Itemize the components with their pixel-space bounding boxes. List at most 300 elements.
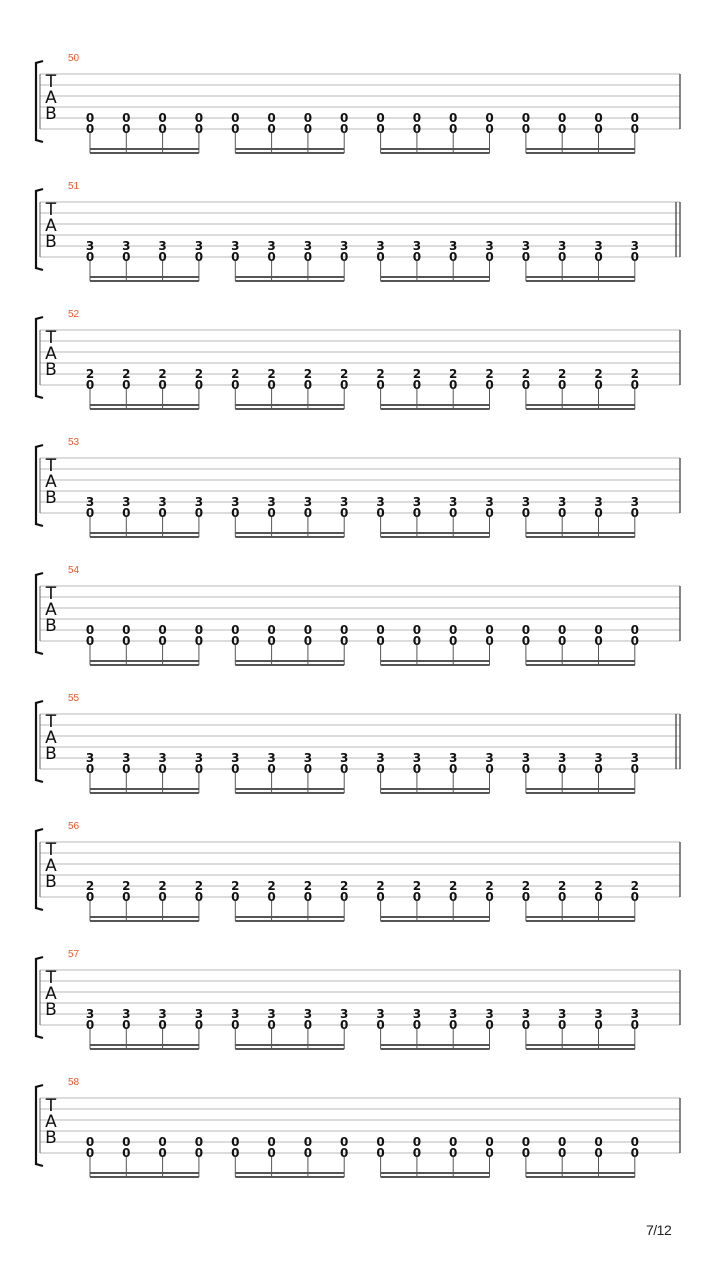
fret-number-upper: 2 xyxy=(630,367,639,381)
fret-number-lower: 0 xyxy=(521,506,531,520)
measure-number: 55 xyxy=(68,693,80,704)
fret-number-upper: 3 xyxy=(194,1007,204,1021)
beam-group xyxy=(86,239,203,282)
beam xyxy=(526,920,635,922)
tab-clef-letter: T xyxy=(45,200,57,220)
fret-number-upper: 0 xyxy=(303,1135,313,1149)
fret-number-upper: 3 xyxy=(376,751,385,765)
fret-number-upper: 3 xyxy=(303,239,313,253)
fret-number-lower: 0 xyxy=(521,378,531,392)
fret-number-upper: 0 xyxy=(558,1135,567,1149)
beam xyxy=(526,1172,635,1174)
beam xyxy=(381,916,490,918)
fret-number-lower: 0 xyxy=(558,890,567,904)
beam-group xyxy=(86,1135,203,1178)
fret-number-lower: 0 xyxy=(521,634,531,648)
fret-number-upper: 0 xyxy=(122,1135,131,1149)
fret-number-lower: 0 xyxy=(194,634,204,648)
beam xyxy=(381,792,490,794)
fret-number-lower: 0 xyxy=(485,122,494,136)
fret-number-upper: 2 xyxy=(231,367,240,381)
tab-clef-letter: A xyxy=(45,216,57,236)
fret-number-lower: 0 xyxy=(376,378,385,392)
beam xyxy=(90,404,199,406)
fret-number-lower: 0 xyxy=(122,250,131,264)
fret-number-upper: 3 xyxy=(630,239,639,253)
fret-number-upper: 0 xyxy=(231,623,240,637)
beam xyxy=(90,1172,199,1174)
beam-group xyxy=(231,367,348,410)
fret-number-upper: 0 xyxy=(340,623,349,637)
fret-number-lower: 0 xyxy=(630,378,639,392)
fret-number-lower: 0 xyxy=(521,1018,531,1032)
beam-group xyxy=(231,623,348,666)
tab-clef-letter: A xyxy=(45,344,57,364)
fret-number-upper: 3 xyxy=(412,495,422,509)
beam-group xyxy=(86,1007,203,1050)
fret-number-upper: 2 xyxy=(158,879,167,893)
fret-number-lower: 0 xyxy=(630,250,639,264)
beam xyxy=(90,920,199,922)
fret-number-lower: 0 xyxy=(449,250,458,264)
fret-number-lower: 0 xyxy=(194,250,204,264)
fret-number-upper: 2 xyxy=(85,367,95,381)
tab-system-51 xyxy=(36,189,680,282)
fret-number-lower: 0 xyxy=(412,890,422,904)
fret-number-lower: 0 xyxy=(412,1018,422,1032)
fret-number-lower: 0 xyxy=(376,1018,385,1032)
beam xyxy=(235,1176,344,1178)
fret-number-lower: 0 xyxy=(630,890,639,904)
tab-system-55 xyxy=(36,701,680,794)
tab-clef xyxy=(45,328,57,380)
fret-number-lower: 0 xyxy=(122,378,131,392)
fret-number-lower: 0 xyxy=(485,378,494,392)
beam-group xyxy=(86,751,203,794)
fret-number-upper: 2 xyxy=(303,367,313,381)
fret-number-lower: 0 xyxy=(85,1146,95,1160)
fret-number-lower: 0 xyxy=(158,1146,167,1160)
fret-number-upper: 2 xyxy=(303,879,313,893)
beam xyxy=(526,276,635,278)
fret-number-lower: 0 xyxy=(194,122,204,136)
tab-clef xyxy=(45,968,57,1020)
fret-number-upper: 0 xyxy=(449,111,458,125)
beam-group xyxy=(522,1135,639,1178)
fret-number-upper: 2 xyxy=(449,367,458,381)
fret-number-lower: 0 xyxy=(376,890,385,904)
beam-group xyxy=(376,1135,493,1178)
fret-number-lower: 0 xyxy=(122,762,131,776)
fret-number-lower: 0 xyxy=(340,122,349,136)
fret-number-upper: 0 xyxy=(412,111,422,125)
beam xyxy=(381,148,490,150)
beam-group xyxy=(86,367,203,410)
tab-clef-letter: A xyxy=(45,1112,57,1132)
fret-number-upper: 0 xyxy=(485,111,494,125)
beam xyxy=(381,532,490,534)
fret-number-upper: 3 xyxy=(558,1007,567,1021)
fret-number-upper: 3 xyxy=(194,239,204,253)
fret-number-lower: 0 xyxy=(558,122,567,136)
tab-system-56 xyxy=(36,829,680,922)
fret-number-upper: 0 xyxy=(267,111,276,125)
beam-group xyxy=(231,495,348,538)
fret-number-upper: 2 xyxy=(376,367,385,381)
fret-number-upper: 2 xyxy=(340,879,349,893)
fret-number-lower: 0 xyxy=(158,506,167,520)
fret-number-lower: 0 xyxy=(485,1018,494,1032)
fret-number-upper: 2 xyxy=(521,367,531,381)
beam xyxy=(235,152,344,154)
fret-number-lower: 0 xyxy=(594,250,603,264)
tab-system-57 xyxy=(36,957,680,1050)
beam xyxy=(526,408,635,410)
beam-group xyxy=(522,623,639,666)
beam-group xyxy=(376,623,493,666)
fret-number-upper: 2 xyxy=(485,879,494,893)
measure-number: 50 xyxy=(68,53,80,64)
fret-number-upper: 3 xyxy=(485,751,494,765)
tab-system-54 xyxy=(36,573,680,666)
tab-clef xyxy=(45,72,57,124)
fret-number-upper: 3 xyxy=(122,751,131,765)
measure-number: 52 xyxy=(68,309,80,320)
fret-number-upper: 0 xyxy=(449,623,458,637)
fret-number-upper: 3 xyxy=(158,751,167,765)
fret-number-lower: 0 xyxy=(558,506,567,520)
beam xyxy=(90,1176,199,1178)
fret-number-upper: 0 xyxy=(267,623,276,637)
fret-number-lower: 0 xyxy=(376,250,385,264)
fret-number-lower: 0 xyxy=(231,250,240,264)
fret-number-lower: 0 xyxy=(85,762,95,776)
tab-system-53 xyxy=(36,445,680,538)
fret-number-upper: 3 xyxy=(630,751,639,765)
fret-number-lower: 0 xyxy=(85,634,95,648)
fret-number-upper: 0 xyxy=(122,111,131,125)
tab-clef-letter: A xyxy=(45,856,57,876)
fret-number-lower: 0 xyxy=(303,1018,313,1032)
fret-number-upper: 2 xyxy=(122,367,131,381)
fret-number-upper: 0 xyxy=(630,623,639,637)
measure-number: 56 xyxy=(68,821,80,832)
fret-number-upper: 3 xyxy=(267,751,276,765)
fret-number-lower: 0 xyxy=(630,506,639,520)
fret-number-upper: 0 xyxy=(521,1135,531,1149)
beam xyxy=(90,536,199,538)
fret-number-upper: 2 xyxy=(412,879,422,893)
beam xyxy=(235,148,344,150)
beam-group xyxy=(231,239,348,282)
fret-number-lower: 0 xyxy=(485,762,494,776)
fret-number-lower: 0 xyxy=(340,762,349,776)
fret-number-lower: 0 xyxy=(158,122,167,136)
fret-number-lower: 0 xyxy=(449,1018,458,1032)
fret-number-upper: 3 xyxy=(122,495,131,509)
fret-number-upper: 2 xyxy=(194,367,204,381)
fret-number-lower: 0 xyxy=(303,634,313,648)
beam xyxy=(90,280,199,282)
fret-number-lower: 0 xyxy=(594,762,603,776)
fret-number-upper: 0 xyxy=(412,1135,422,1149)
fret-number-lower: 0 xyxy=(485,1146,494,1160)
fret-number-upper: 0 xyxy=(340,1135,349,1149)
beam xyxy=(235,408,344,410)
beam xyxy=(235,532,344,534)
fret-number-upper: 3 xyxy=(158,495,167,509)
fret-number-lower: 0 xyxy=(340,1146,349,1160)
beam-group xyxy=(86,495,203,538)
fret-number-upper: 3 xyxy=(303,1007,313,1021)
beam xyxy=(235,1044,344,1046)
fret-number-upper: 0 xyxy=(85,623,95,637)
beam xyxy=(90,788,199,790)
beam xyxy=(526,148,635,150)
beam xyxy=(90,276,199,278)
fret-number-lower: 0 xyxy=(521,250,531,264)
fret-number-lower: 0 xyxy=(521,890,531,904)
fret-number-lower: 0 xyxy=(521,1146,531,1160)
fret-number-lower: 0 xyxy=(122,506,131,520)
fret-number-lower: 0 xyxy=(412,1146,422,1160)
beam xyxy=(526,916,635,918)
fret-number-lower: 0 xyxy=(630,634,639,648)
fret-number-upper: 3 xyxy=(376,239,385,253)
fret-number-lower: 0 xyxy=(594,506,603,520)
beam xyxy=(381,1048,490,1050)
beam-group xyxy=(376,367,493,410)
fret-number-lower: 0 xyxy=(194,506,204,520)
fret-number-upper: 3 xyxy=(376,495,385,509)
fret-number-lower: 0 xyxy=(122,634,131,648)
fret-number-lower: 0 xyxy=(158,890,167,904)
fret-number-upper: 0 xyxy=(521,623,531,637)
beam xyxy=(235,792,344,794)
beam-group xyxy=(522,1007,639,1050)
fret-number-lower: 0 xyxy=(122,1146,131,1160)
fret-number-lower: 0 xyxy=(485,890,494,904)
measure-number: 54 xyxy=(68,565,80,576)
fret-number-lower: 0 xyxy=(449,378,458,392)
beam xyxy=(526,1176,635,1178)
fret-number-lower: 0 xyxy=(449,634,458,648)
fret-number-lower: 0 xyxy=(267,890,276,904)
fret-number-upper: 2 xyxy=(630,879,639,893)
fret-number-lower: 0 xyxy=(485,250,494,264)
fret-number-upper: 3 xyxy=(558,751,567,765)
fret-number-upper: 0 xyxy=(158,1135,167,1149)
tab-clef-letter: A xyxy=(45,472,57,492)
fret-number-upper: 3 xyxy=(231,495,240,509)
fret-number-lower: 0 xyxy=(267,634,276,648)
fret-number-lower: 0 xyxy=(267,762,276,776)
fret-number-upper: 3 xyxy=(267,239,276,253)
fret-number-lower: 0 xyxy=(267,378,276,392)
fret-number-upper: 0 xyxy=(485,1135,494,1149)
fret-number-lower: 0 xyxy=(449,890,458,904)
fret-number-lower: 0 xyxy=(303,1146,313,1160)
fret-number-lower: 0 xyxy=(630,1018,639,1032)
fret-number-lower: 0 xyxy=(194,1018,204,1032)
beam xyxy=(526,1044,635,1046)
fret-number-lower: 0 xyxy=(158,378,167,392)
beam xyxy=(235,788,344,790)
fret-number-upper: 3 xyxy=(449,1007,458,1021)
tab-clef-letter: A xyxy=(45,88,57,108)
beam-group xyxy=(376,239,493,282)
fret-number-lower: 0 xyxy=(340,634,349,648)
fret-number-upper: 3 xyxy=(340,495,349,509)
fret-number-lower: 0 xyxy=(412,762,422,776)
tab-system-52 xyxy=(36,317,680,410)
fret-number-lower: 0 xyxy=(267,1018,276,1032)
fret-number-upper: 3 xyxy=(85,239,95,253)
tab-clef xyxy=(45,840,57,892)
fret-number-lower: 0 xyxy=(594,378,603,392)
fret-number-upper: 3 xyxy=(85,751,95,765)
beam-group xyxy=(231,751,348,794)
beam-group xyxy=(86,111,203,154)
fret-number-lower: 0 xyxy=(594,634,603,648)
fret-number-upper: 3 xyxy=(158,239,167,253)
fret-number-lower: 0 xyxy=(85,1018,95,1032)
fret-number-lower: 0 xyxy=(558,250,567,264)
fret-number-upper: 0 xyxy=(267,1135,276,1149)
fret-number-upper: 3 xyxy=(376,1007,385,1021)
tab-clef-letter: B xyxy=(45,360,57,380)
beam-group xyxy=(86,879,203,922)
fret-number-lower: 0 xyxy=(231,506,240,520)
fret-number-lower: 0 xyxy=(158,1018,167,1032)
fret-number-upper: 3 xyxy=(340,1007,349,1021)
fret-number-upper: 0 xyxy=(558,623,567,637)
beam xyxy=(526,404,635,406)
fret-number-lower: 0 xyxy=(449,122,458,136)
tab-clef-letter: A xyxy=(45,728,57,748)
tab-clef xyxy=(45,584,57,636)
measure-number: 58 xyxy=(68,1077,80,1088)
tab-clef-letter: B xyxy=(45,232,57,252)
fret-number-upper: 0 xyxy=(122,623,131,637)
fret-number-lower: 0 xyxy=(412,634,422,648)
fret-number-lower: 0 xyxy=(558,634,567,648)
tab-clef-letter: T xyxy=(45,840,57,860)
fret-number-upper: 3 xyxy=(558,239,567,253)
fret-number-upper: 0 xyxy=(340,111,349,125)
beam-group xyxy=(231,1007,348,1050)
fret-number-lower: 0 xyxy=(267,1146,276,1160)
beam xyxy=(90,408,199,410)
tab-clef-letter: T xyxy=(45,456,57,476)
fret-number-lower: 0 xyxy=(158,250,167,264)
fret-number-lower: 0 xyxy=(485,506,494,520)
beam xyxy=(381,788,490,790)
fret-number-lower: 0 xyxy=(231,634,240,648)
fret-number-upper: 0 xyxy=(521,111,531,125)
fret-number-upper: 2 xyxy=(122,879,131,893)
beam-group xyxy=(376,111,493,154)
fret-number-lower: 0 xyxy=(449,762,458,776)
beam xyxy=(526,152,635,154)
fret-number-lower: 0 xyxy=(630,122,639,136)
fret-number-upper: 0 xyxy=(449,1135,458,1149)
fret-number-upper: 3 xyxy=(231,1007,240,1021)
fret-number-lower: 0 xyxy=(412,122,422,136)
fret-number-upper: 3 xyxy=(449,239,458,253)
fret-number-upper: 2 xyxy=(267,367,276,381)
fret-number-lower: 0 xyxy=(158,634,167,648)
fret-number-upper: 0 xyxy=(376,111,385,125)
tab-clef-letter: B xyxy=(45,616,57,636)
beam xyxy=(381,1176,490,1178)
fret-number-upper: 0 xyxy=(376,1135,385,1149)
fret-number-lower: 0 xyxy=(558,378,567,392)
fret-number-lower: 0 xyxy=(340,250,349,264)
fret-number-lower: 0 xyxy=(85,890,95,904)
fret-number-lower: 0 xyxy=(412,506,422,520)
fret-number-lower: 0 xyxy=(412,378,422,392)
fret-number-lower: 0 xyxy=(594,1018,603,1032)
fret-number-upper: 3 xyxy=(303,495,313,509)
fret-number-upper: 3 xyxy=(122,239,131,253)
fret-number-upper: 0 xyxy=(412,623,422,637)
beam xyxy=(235,280,344,282)
beam xyxy=(381,280,490,282)
beam xyxy=(235,916,344,918)
fret-number-upper: 0 xyxy=(85,1135,95,1149)
beam-group xyxy=(522,751,639,794)
tab-clef-letter: B xyxy=(45,872,57,892)
fret-number-upper: 3 xyxy=(449,751,458,765)
fret-number-upper: 3 xyxy=(594,1007,603,1021)
fret-number-lower: 0 xyxy=(303,122,313,136)
fret-number-upper: 0 xyxy=(303,623,313,637)
beam xyxy=(235,1048,344,1050)
fret-number-lower: 0 xyxy=(231,890,240,904)
fret-number-lower: 0 xyxy=(449,506,458,520)
beam xyxy=(90,664,199,666)
fret-number-lower: 0 xyxy=(485,634,494,648)
fret-number-lower: 0 xyxy=(267,122,276,136)
fret-number-upper: 3 xyxy=(412,751,422,765)
tab-clef-letter: A xyxy=(45,984,57,1004)
fret-number-upper: 2 xyxy=(521,879,531,893)
fret-number-upper: 0 xyxy=(85,111,95,125)
fret-number-upper: 2 xyxy=(558,879,567,893)
tab-clef-letter: T xyxy=(45,968,57,988)
fret-number-lower: 0 xyxy=(122,122,131,136)
beam-group xyxy=(231,1135,348,1178)
fret-number-lower: 0 xyxy=(558,762,567,776)
beam xyxy=(381,920,490,922)
fret-number-lower: 0 xyxy=(267,506,276,520)
beam xyxy=(235,276,344,278)
beam xyxy=(526,1048,635,1050)
beam xyxy=(381,660,490,662)
fret-number-lower: 0 xyxy=(231,762,240,776)
fret-number-upper: 0 xyxy=(231,111,240,125)
fret-number-lower: 0 xyxy=(376,634,385,648)
fret-number-upper: 2 xyxy=(449,879,458,893)
fret-number-upper: 2 xyxy=(594,367,603,381)
fret-number-upper: 3 xyxy=(485,1007,494,1021)
fret-number-upper: 3 xyxy=(303,751,313,765)
beam-group xyxy=(376,751,493,794)
fret-number-lower: 0 xyxy=(194,890,204,904)
fret-number-upper: 0 xyxy=(158,111,167,125)
tab-clef-letter: T xyxy=(45,1096,57,1116)
